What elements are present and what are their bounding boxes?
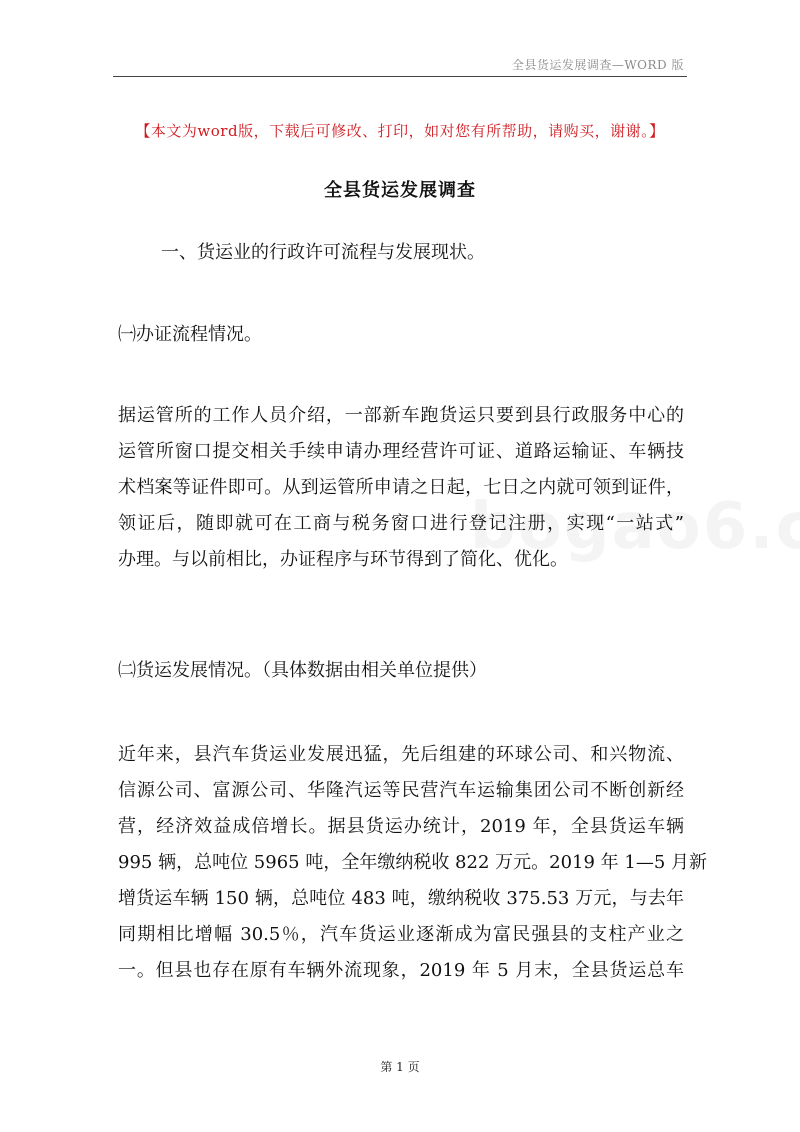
subsection-heading-1: ㈠办证流程情况。 bbox=[118, 324, 262, 345]
watermark bbox=[470, 490, 800, 564]
text-line: 营，经济效益成倍增长。据县货运办统计，2019 年，全县货运车辆 bbox=[118, 816, 684, 837]
text-line: 增货运车辆 150 辆，总吨位 483 吨，缴纳税收 375.53 万元，与去年 bbox=[118, 888, 684, 909]
document-title: 全县货运发展调查 bbox=[324, 180, 476, 201]
text-line: 同期相比增幅 30.5％，汽车货运业逐渐成为富民强县的支柱产业之 bbox=[118, 924, 685, 945]
text-line: 术档案等证件即可。从到运管所申请之日起，七日之内就可领到证件， bbox=[118, 477, 684, 498]
text-line: 运管所窗口提交相关手续申请办理经营许可证、道路运输证、车辆技 bbox=[118, 441, 684, 462]
paragraph-freight-development bbox=[118, 737, 708, 989]
text-line: 办理。与以前相比，办证程序与环节得到了简化、优化。 bbox=[118, 549, 568, 570]
text-line: 据运管所的工作人员介绍，一部新车跑货运只要到县行政服务中心的 bbox=[118, 405, 684, 426]
subsection-heading-2: ㈡货运发展情况。（具体数据由相关单位提供） bbox=[118, 660, 487, 681]
section-heading: 一、货运业的行政许可流程与发展现状。 bbox=[161, 242, 485, 263]
page-number: 第 1 页 bbox=[380, 1060, 420, 1074]
text-line: 领证后，随即就可在工商与税务窗口进行登记注册，实现“一站式” bbox=[118, 513, 684, 534]
text-line: 一。但县也存在原有车辆外流现象，2019 年 5 月末，全县货运总车 bbox=[118, 960, 684, 981]
text-line: 信源公司、富源公司、华隆汽运等民营汽车运输集团公司不断创新经 bbox=[118, 780, 684, 801]
purchase-notice: 【本文为word版，下载后可修改、打印，如对您有所帮助，请购买，谢谢。】 bbox=[135, 122, 665, 140]
running-header: 全县货运发展调查—WORD 版 bbox=[511, 58, 684, 72]
text-line: 995 辆，总吨位 5965 吨，全年缴纳税收 822 万元。2019 年 1—5 月新 bbox=[118, 852, 708, 873]
text-line: 近年来，县汽车货运业发展迅猛，先后组建的环球公司、和兴物流、 bbox=[118, 744, 684, 765]
header-rule bbox=[113, 76, 687, 77]
